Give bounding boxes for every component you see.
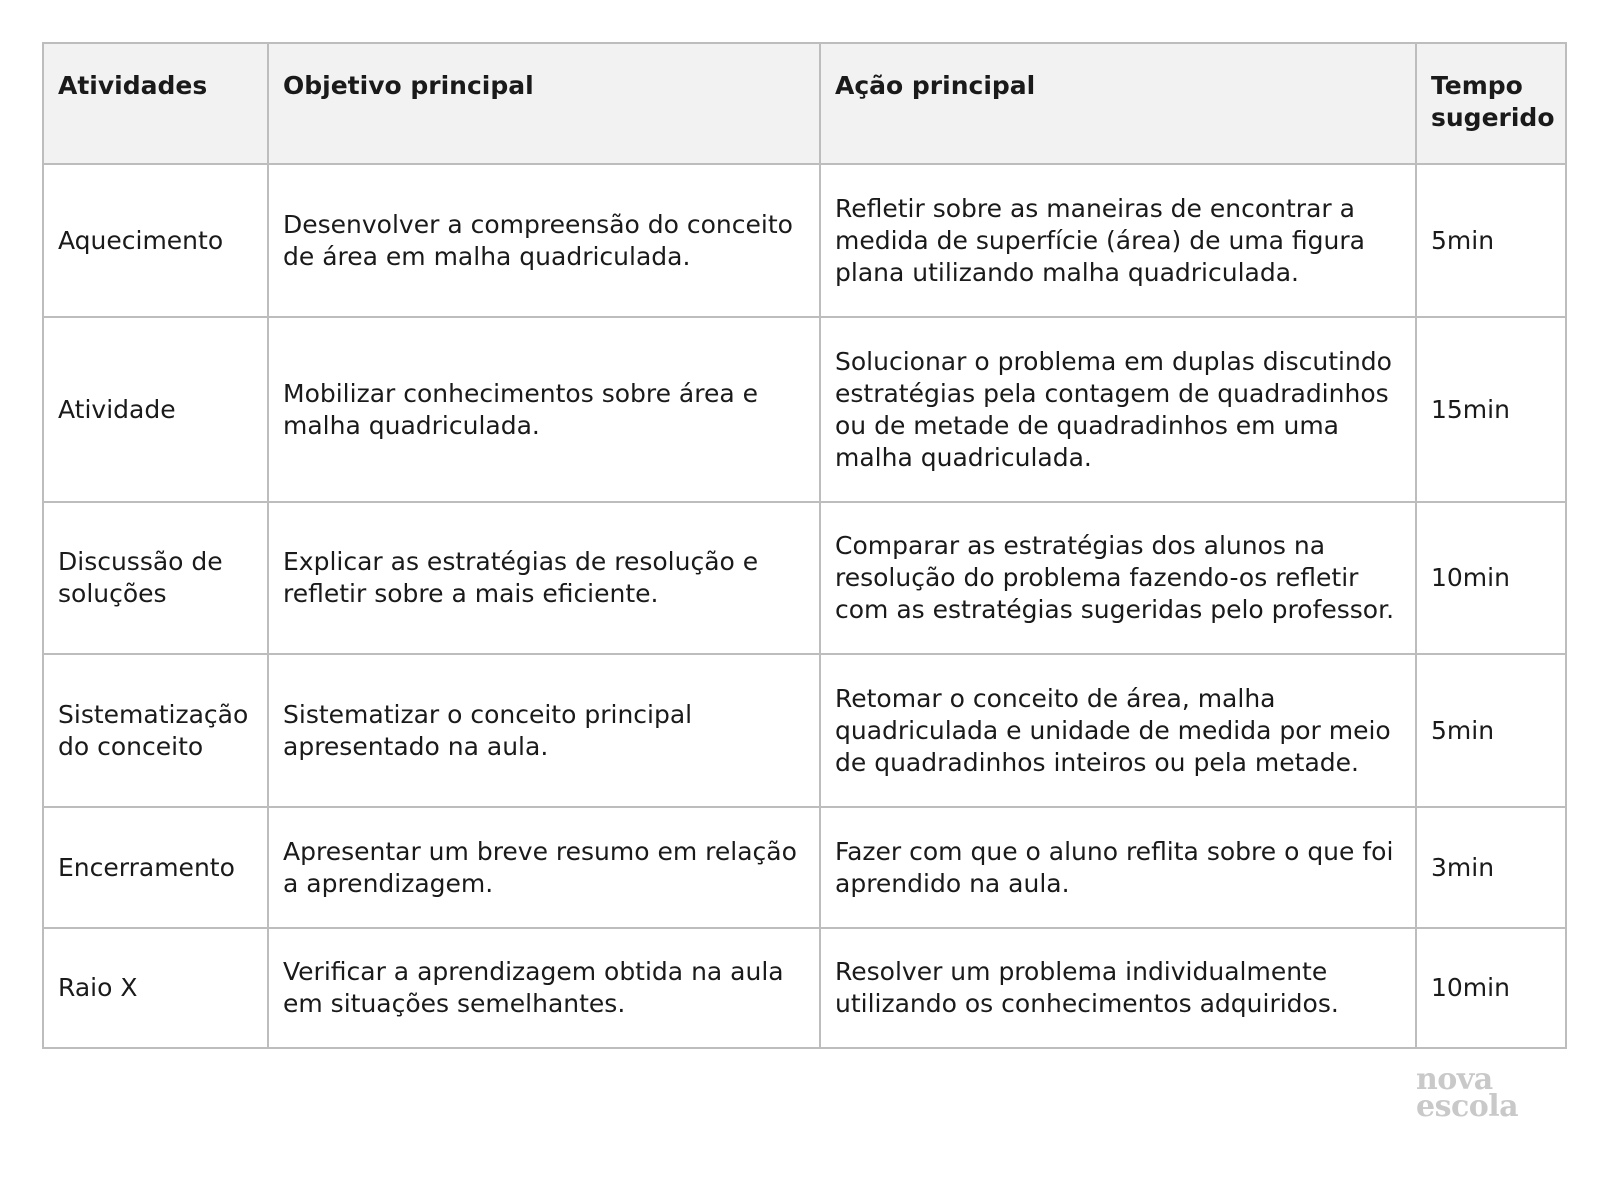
cell-atividade: Atividade xyxy=(43,317,268,502)
logo-line-escola: escola xyxy=(1416,1089,1519,1124)
cell-tempo: 5min xyxy=(1416,654,1566,807)
cell-objetivo: Explicar as estratégias de resolução e refletir sobre a mais eficiente. xyxy=(268,502,820,654)
nova-escola-logo xyxy=(1416,1062,1519,1124)
table-row xyxy=(43,654,1566,807)
header-tempo-sugerido: Tempo sugerido xyxy=(1416,43,1566,164)
cell-atividade: Discussão de soluções xyxy=(43,502,268,654)
cell-tempo: 10min xyxy=(1416,928,1566,1048)
cell-acao: Refletir sobre as maneiras de encontrar a medida de superfície (área) de uma figura plana utilizando malha quadriculada. xyxy=(820,164,1416,317)
table-row xyxy=(43,164,1566,317)
cell-acao: Fazer com que o aluno reflita sobre o que foi aprendido na aula. xyxy=(820,807,1416,928)
table-header xyxy=(43,43,1566,164)
table-row xyxy=(43,317,1566,502)
cell-atividade: Aquecimento xyxy=(43,164,268,317)
cell-acao: Resolver um problema individualmente utilizando os conhecimentos adquiridos. xyxy=(820,928,1416,1048)
cell-acao: Solucionar o problema em duplas discutindo estratégias pela contagem de quadradinhos ou de metade de quadradinhos em uma malha quadriculada. xyxy=(820,317,1416,502)
cell-atividade: Sistematização do conceito xyxy=(43,654,268,807)
cell-objetivo: Mobilizar conhecimentos sobre área e malha quadriculada. xyxy=(268,317,820,502)
cell-acao: Comparar as estratégias dos alunos na resolução do problema fazendo-os refletir com as estratégias sugeridas pelo professor. xyxy=(820,502,1416,654)
table-row xyxy=(43,928,1566,1048)
cell-tempo: 10min xyxy=(1416,502,1566,654)
cell-objetivo: Apresentar um breve resumo em relação a aprendizagem. xyxy=(268,807,820,928)
cell-objetivo: Desenvolver a compreensão do conceito de área em malha quadriculada. xyxy=(268,164,820,317)
lesson-plan-table xyxy=(42,42,1567,1049)
cell-acao: Retomar o conceito de área, malha quadriculada e unidade de medida por meio de quadradinhos inteiros ou pela metade. xyxy=(820,654,1416,807)
cell-tempo: 5min xyxy=(1416,164,1566,317)
cell-tempo: 3min xyxy=(1416,807,1566,928)
table-row xyxy=(43,502,1566,654)
header-acao-principal: Ação principal xyxy=(820,43,1416,164)
cell-objetivo: Sistematizar o conceito principal apresentado na aula. xyxy=(268,654,820,807)
logo-line-nova: nova xyxy=(1416,1062,1493,1097)
cell-atividade: Encerramento xyxy=(43,807,268,928)
header-atividades: Atividades xyxy=(43,43,268,164)
cell-atividade: Raio X xyxy=(43,928,268,1048)
header-row xyxy=(43,43,1566,164)
cell-objetivo: Verificar a aprendizagem obtida na aula em situações semelhantes. xyxy=(268,928,820,1048)
table-body xyxy=(43,164,1566,1048)
header-objetivo-principal: Objetivo principal xyxy=(268,43,820,164)
table-row xyxy=(43,807,1566,928)
cell-tempo: 15min xyxy=(1416,317,1566,502)
